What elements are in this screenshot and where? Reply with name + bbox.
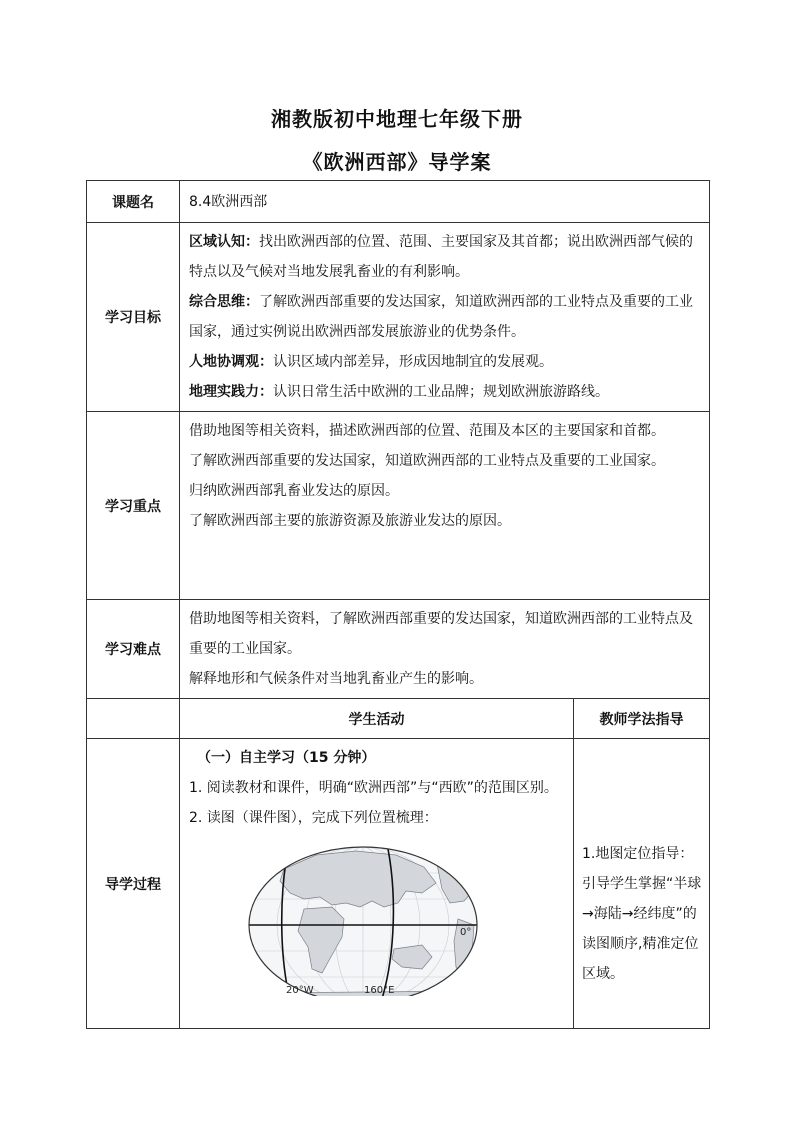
process-row: [87, 739, 710, 1029]
key-points-row: [87, 412, 710, 600]
key-point-item: 归纳欧洲西部乳畜业发达的原因。: [189, 483, 399, 499]
process-step: 1. 阅读教材和课件，明确“欧洲西部”与“西欧”的范围区别。: [189, 780, 558, 796]
difficulty-item: 解释地形和气候条件对当地乳畜业产生的影响。: [189, 671, 483, 687]
key-point-item: 了解欧洲西部重要的发达国家，知道欧洲西部的工业特点及重要的工业国家。: [189, 453, 665, 469]
topic-row: [87, 181, 710, 223]
teacher-guide-header: 教师学法指导: [574, 699, 710, 739]
topic-label: 课题名: [87, 181, 180, 223]
longitude-20w-label: 20°W: [286, 985, 314, 996]
key-points-content: [180, 412, 709, 540]
difficulties-content: [180, 600, 709, 698]
key-point-item: 了解欧洲西部主要的旅游资源及旅游业发达的原因。: [189, 513, 511, 529]
longitude-160e-label: 160°E: [364, 985, 395, 996]
process-label: 导学过程: [87, 739, 180, 1029]
difficulties-row: [87, 600, 710, 699]
teacher-tip: 1.地图定位指导：引导学生掌握“半球→海陆→经纬度”的读图顺序,精准定位区域。: [582, 846, 702, 982]
equator-label: 0°: [460, 927, 472, 938]
difficulty-item: 借助地图等相关资料，了解欧洲西部重要的发达国家，知道欧洲西部的工业特点及重要的工业国家。: [189, 611, 693, 657]
goal-item: 区域认知：找出欧洲西部的位置、范围、主要国家及其首都；说出欧洲西部气候的特点以及气候对当地发展乳畜业的有利影响。: [189, 234, 693, 280]
goals-label: 学习目标: [87, 223, 180, 412]
goal-item: 地理实践力：认识日常生活中欧洲的工业品牌；规划欧洲旅游路线。: [189, 384, 609, 400]
goals-content: [180, 223, 709, 411]
world-map: [246, 841, 481, 996]
lesson-table: [86, 180, 710, 1029]
goal-item: 人地协调观：认识区域内部差异，形成因地制宜的发展观。: [189, 354, 553, 370]
process-content: [180, 739, 573, 833]
goals-row: [87, 223, 710, 412]
page-title: 湘教版初中地理七年级下册: [271, 107, 523, 131]
key-point-item: 借助地图等相关资料，描述欧洲西部的位置、范围及本区的主要国家和首都。: [189, 423, 665, 439]
student-activity-header: 学生活动: [180, 699, 574, 739]
page-subtitle: 《欧洲西部》导学案: [302, 150, 492, 174]
section-heading: （一）自主学习（15 分钟）: [197, 750, 376, 766]
columns-header-row: [87, 699, 710, 739]
empty-header-cell: [87, 699, 180, 739]
goal-item: 综合思维：了解欧洲西部重要的发达国家，知道欧洲西部的工业特点及重要的工业国家，通过实例说出欧洲西部发展旅游业的优势条件。: [189, 294, 693, 340]
topic-value: 8.4欧洲西部: [189, 193, 268, 210]
process-step: 2. 读图（课件图），完成下列位置梳理：: [189, 810, 438, 826]
difficulties-label: 学习难点: [87, 600, 180, 699]
key-points-label: 学习重点: [87, 412, 180, 600]
